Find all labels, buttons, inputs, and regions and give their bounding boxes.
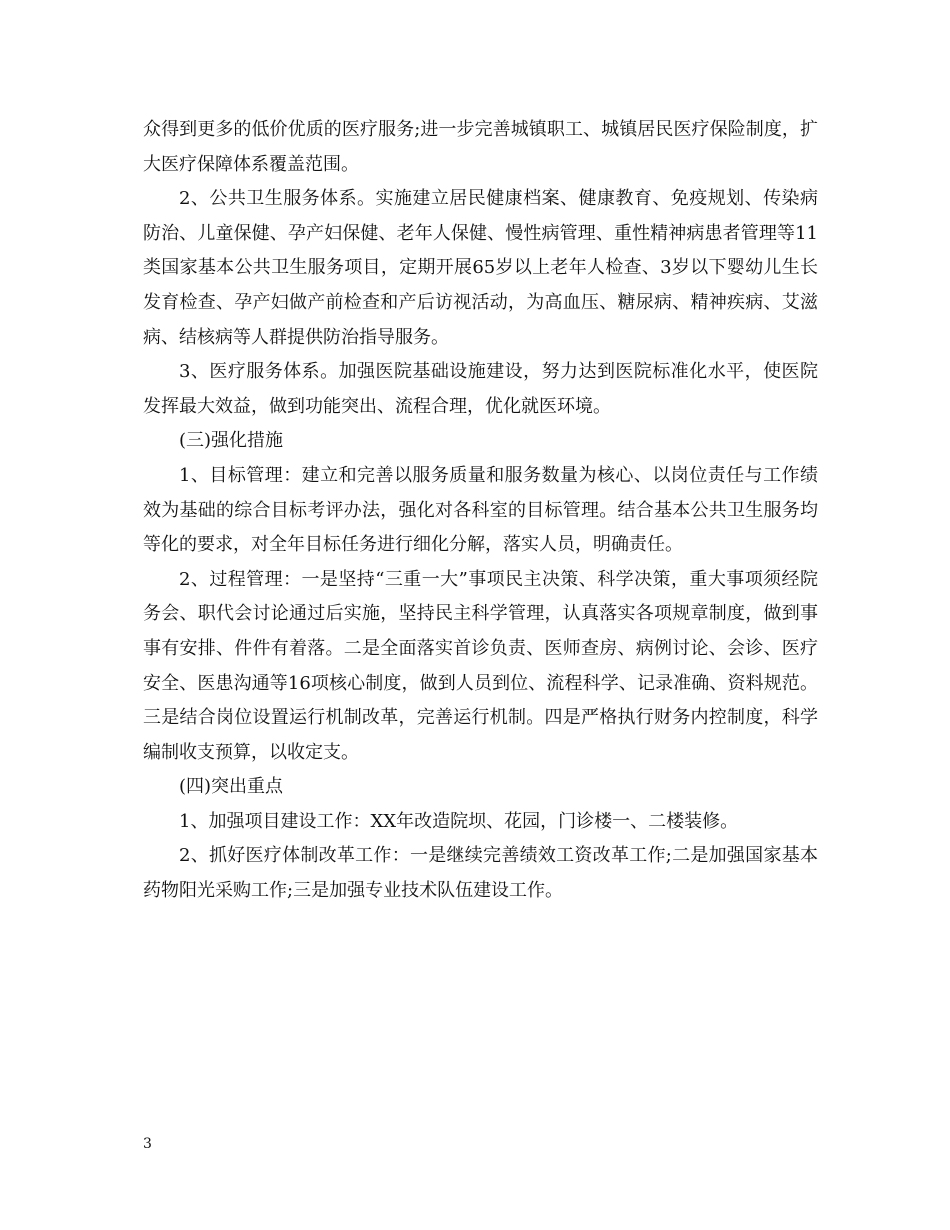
paragraph-public-health: 2、公共卫生服务体系。实施建立居民健康档案、健康教育、免疫规划、传染病防治、儿童保健、孕产妇保健、老年人保健、慢性病管理、重性精神病患者管理等11类国家基本公共卫生服务项目，定期开展65岁以上老年人检查、3岁以下婴幼儿生长发育检查、孕产妇做产前检查和产后访视活动，为高血压、糖尿病、精神疾病、艾滋病、结核病等人群提供防治指导服务。 — [143, 188, 818, 348]
document-page — [143, 113, 818, 909]
paragraph-project-construction: 1、加强项目建设工作：XX年改造院坝、花园，门诊楼一、二楼装修。 — [179, 810, 739, 832]
page-number: 3 — [143, 1136, 152, 1152]
paragraph-system-reform: 2、抓好医疗体制改革工作：一是继续完善绩效工资改革工作;二是加强国家基本药物阳光采购工作;三是加强专业技术队伍建设工作。 — [143, 845, 818, 902]
section-heading-measures: (三)强化措施 — [179, 430, 284, 452]
paragraph-target-management: 1、目标管理：建立和完善以服务质量和服务数量为核心、以岗位责任与工作绩效为基础的综合目标考评办法，强化对各科室的目标管理。结合基本公共卫生服务均等化的要求，对全年目标任务进行细化分解，落实人员，明确责任。 — [143, 464, 818, 556]
paragraph-continuation: 众得到更多的低价优质的医疗服务;进一步完善城镇职工、城镇居民医疗保险制度，扩大医疗保障体系覆盖范围。 — [143, 119, 818, 175]
paragraph-process-management: 2、过程管理：一是坚持“三重一大”事项民主决策、科学决策，重大事项须经院务会、职代会讨论通过后实施，坚持民主科学管理，认真落实各项规章制度，做到事事有安排、件件有着落。二是全面落实首诊负责、医师查房、病例讨论、会诊、医疗安全、医患沟通等16项核心制度，做到人员到位、流程科学、记录准确、资料规范。三是结合岗位设置运行机制改革，完善运行机制。四是严格执行财务内控制度，科学编制收支预算，以收定支。 — [143, 568, 818, 763]
paragraph-medical-service: 3、医疗服务体系。加强医院基础设施建设，努力达到医院标准化水平，使医院发挥最大效益，做到功能突出、流程合理，优化就医环境。 — [143, 361, 818, 417]
section-heading-priorities: (四)突出重点 — [179, 776, 284, 798]
